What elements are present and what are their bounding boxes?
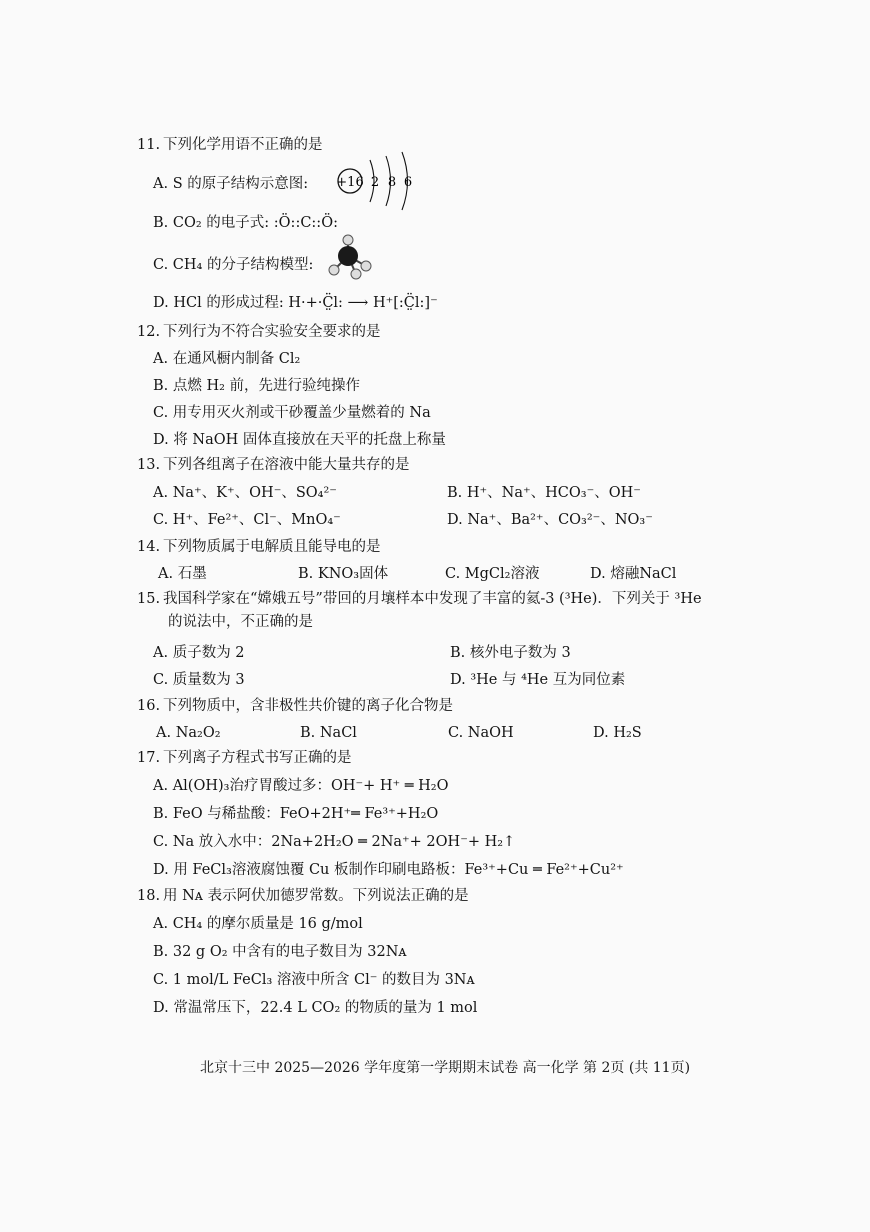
q11-option-a: A. S 的原子结构示意图: [153, 176, 309, 192]
q15-stem-continued: 的说法中，不正确的是 [168, 614, 313, 630]
q16-stem: 16. 下列物质中，含非极性共价键的离子化合物是 [137, 698, 453, 714]
q15-option-d: D. ³He 与 ⁴He 互为同位素 [450, 672, 626, 688]
q12-option-b: B. 点燃 H₂ 前，先进行验纯操作 [153, 378, 361, 394]
q16-option-d: D. H₂S [593, 725, 642, 741]
q12-option-a: A. 在通风橱内制备 Cl₂ [153, 351, 301, 367]
q13-option-c: C. H⁺、Fe²⁺、Cl⁻、MnO₄⁻ [153, 512, 341, 528]
q15-option-b: B. 核外电子数为 3 [450, 645, 571, 661]
q14-option-a: A. 石墨 [158, 566, 207, 582]
q15-option-c: C. 质量数为 3 [153, 672, 245, 688]
q18-option-d: D. 常温常压下，22.4 L CO₂ 的物质的量为 1 mol [153, 1000, 478, 1016]
q12-option-d: D. 将 NaOH 固体直接放在天平的托盘上称量 [153, 432, 446, 448]
q13-stem: 13. 下列各组离子在溶液中能大量共存的是 [137, 457, 410, 473]
q17-option-b: B. FeO 与稀盐酸：FeO+2H⁺═ Fe³⁺+H₂O [153, 806, 439, 822]
q14-option-c: C. MgCl₂溶液 [445, 566, 540, 582]
q11-option-d: D. HCl 的形成过程: H·+·C̤̈l: ⟶ H⁺[:C̤̈l:]⁻ [153, 295, 438, 311]
q16-option-b: B. NaCl [300, 725, 357, 741]
q17-option-d: D. 用 FeCl₃溶液腐蚀覆 Cu 板制作印刷电路板：Fe³⁺+Cu ═ Fe²⁺+Cu²⁺ [153, 862, 624, 878]
q11-option-b: B. CO₂ 的电子式: :Ö::C::Ö: [153, 215, 338, 231]
q18-option-b: B. 32 g O₂ 中含有的电子数目为 32Nᴀ [153, 944, 407, 960]
q17-option-c: C. Na 放入水中：2Na+2H₂O ═ 2Na⁺+ 2OH⁻+ H₂↑ [153, 834, 516, 850]
ch4-ball-stick-model [326, 232, 378, 282]
page-footer: 北京十三中 2025—2026 学年度第一学期期末试卷 高一化学 第 2页 (共 11页) [200, 1060, 691, 1076]
sulfur-atom-structure-diagram [334, 150, 424, 212]
q13-option-b: B. H⁺、Na⁺、HCO₃⁻、OH⁻ [447, 485, 641, 501]
q18-option-c: C. 1 mol/L FeCl₃ 溶液中所含 Cl⁻ 的数目为 3Nᴀ [153, 972, 475, 988]
q13-option-d: D. Na⁺、Ba²⁺、CO₃²⁻、NO₃⁻ [447, 512, 653, 528]
nucleus-charge: +16 [336, 175, 364, 190]
q15-stem: 15. 我国科学家在“嫦娥五号”带回的月壤样本中发现了丰富的氦-3 (³He)．下列关于 ³He [137, 591, 702, 607]
q11-stem: 11. 下列化学用语不正确的是 [137, 137, 323, 153]
q17-option-a: A. Al(OH)₃治疗胃酸过多：OH⁻+ H⁺ ═ H₂O [153, 778, 449, 794]
q18-stem: 18. 用 Nᴀ 表示阿伏加德罗常数。下列说法正确的是 [137, 888, 469, 904]
q14-option-d: D. 熔融NaCl [590, 566, 677, 582]
co2-electron-formula: :Ö::C::Ö: [273, 215, 338, 231]
q17-stem: 17. 下列离子方程式书写正确的是 [137, 750, 352, 766]
shell-3-electrons: 6 [403, 175, 413, 190]
shell-2-electrons: 8 [387, 175, 397, 190]
q14-stem: 14. 下列物质属于电解质且能导电的是 [137, 539, 381, 555]
q18-option-a: A. CH₄ 的摩尔质量是 16 g/mol [153, 916, 363, 932]
shell-1-electrons: 2 [370, 175, 380, 190]
q12-option-c: C. 用专用灭火剂或干砂覆盖少量燃着的 Na [153, 405, 431, 421]
hcl-formation-process: H·+·C̤̈l: ⟶ H⁺[:C̤̈l:]⁻ [288, 295, 438, 311]
q14-option-b: B. KNO₃固体 [298, 566, 389, 582]
q11-option-c: C. CH₄ 的分子结构模型: [153, 257, 314, 273]
q16-option-c: C. NaOH [448, 725, 514, 741]
q13-option-a: A. Na⁺、K⁺、OH⁻、SO₄²⁻ [153, 485, 337, 501]
q15-option-a: A. 质子数为 2 [153, 645, 245, 661]
q12-stem: 12. 下列行为不符合实验安全要求的是 [137, 324, 381, 340]
q16-option-a: A. Na₂O₂ [156, 725, 221, 741]
